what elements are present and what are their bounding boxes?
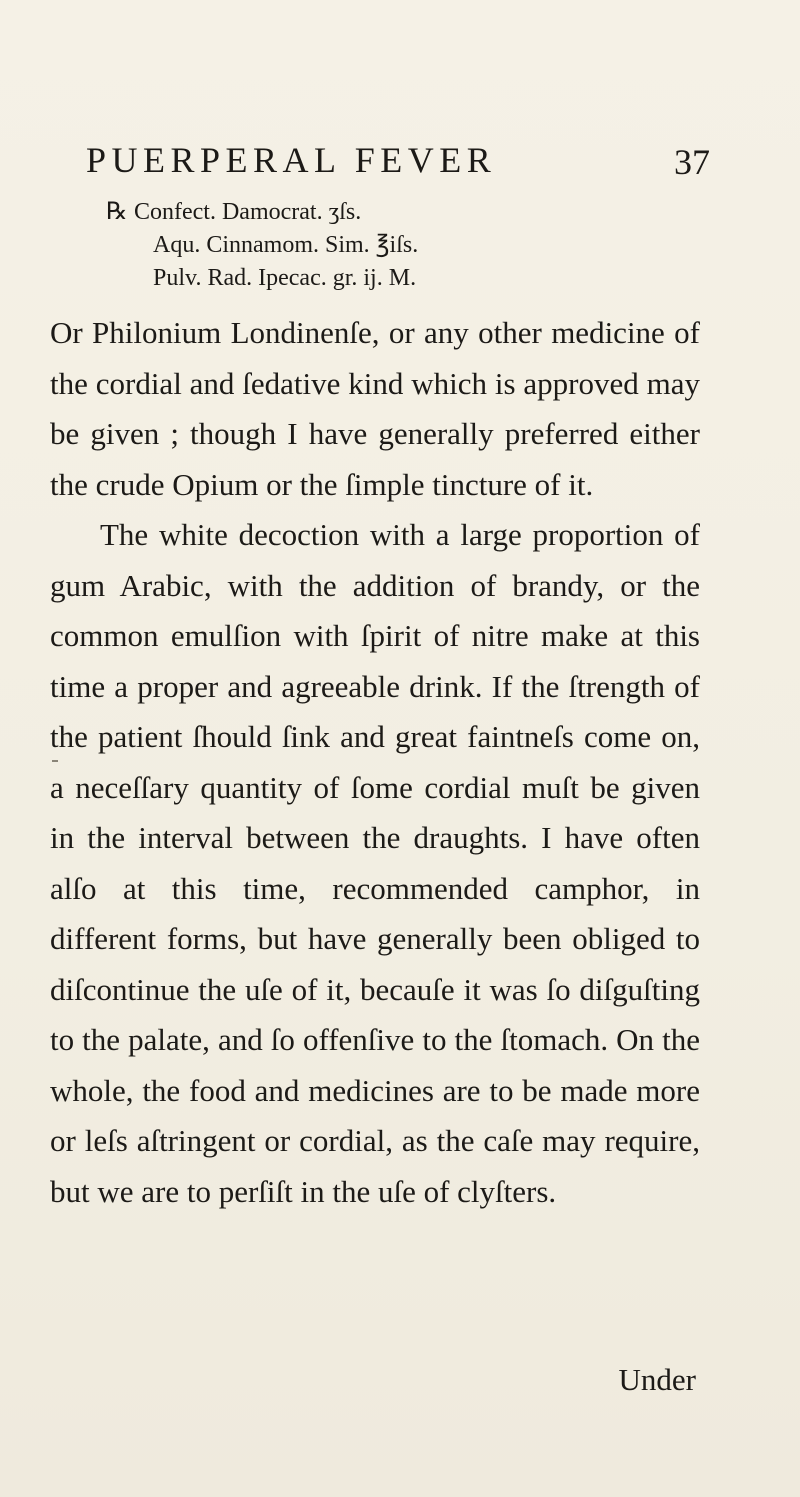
prescription-line-3: Pulv. Rad. Ipecac. gr. ij. M. <box>153 265 417 291</box>
prescription-line-2: Aqu. Cinnamom. Sim. ℥iſs. <box>153 232 419 258</box>
running-head <box>86 140 710 190</box>
margin-mark <box>52 760 58 762</box>
body-text <box>50 308 700 1217</box>
prescription-line-1: Confect. Damocrat. ʒſs. <box>134 199 362 225</box>
paragraph-2: The white decoction with a large proportion of gum Arabic, with the addition of brandy, or the common emulſion with ſpirit of nitre make at this time a proper and agreeable drink. If the ſtrength of the patient ſhould ſink and great faintneſs come on, a neceſſary quantity of ſome cordial muſt be given in the interval between the draughts. I have often alſo at this time, recommended camphor, in different forms, but have generally been obliged to diſcontinue the uſe of it, becauſe it was ſo diſguſting to the palate, and ſo offenſive to the ſtomach. On the whole, the food and medicines are to be made more or leſs aſtringent or cordial, as the caſe may require, but we are to perſiſt in the uſe of clyſters. <box>50 517 700 1209</box>
recipe-symbol: ℞ <box>106 199 128 225</box>
running-title: PUERPERAL FEVER <box>86 140 497 180</box>
page-number: 37 <box>674 142 710 182</box>
paragraph-1: Or Philonium Londinenſe, or any other medicine of the cordial and ſedative kind which is approved may be given ; though I have generally preferred either the crude Opium or the ſimple tincture of it. <box>50 315 700 502</box>
catchword: Under <box>618 1362 696 1397</box>
